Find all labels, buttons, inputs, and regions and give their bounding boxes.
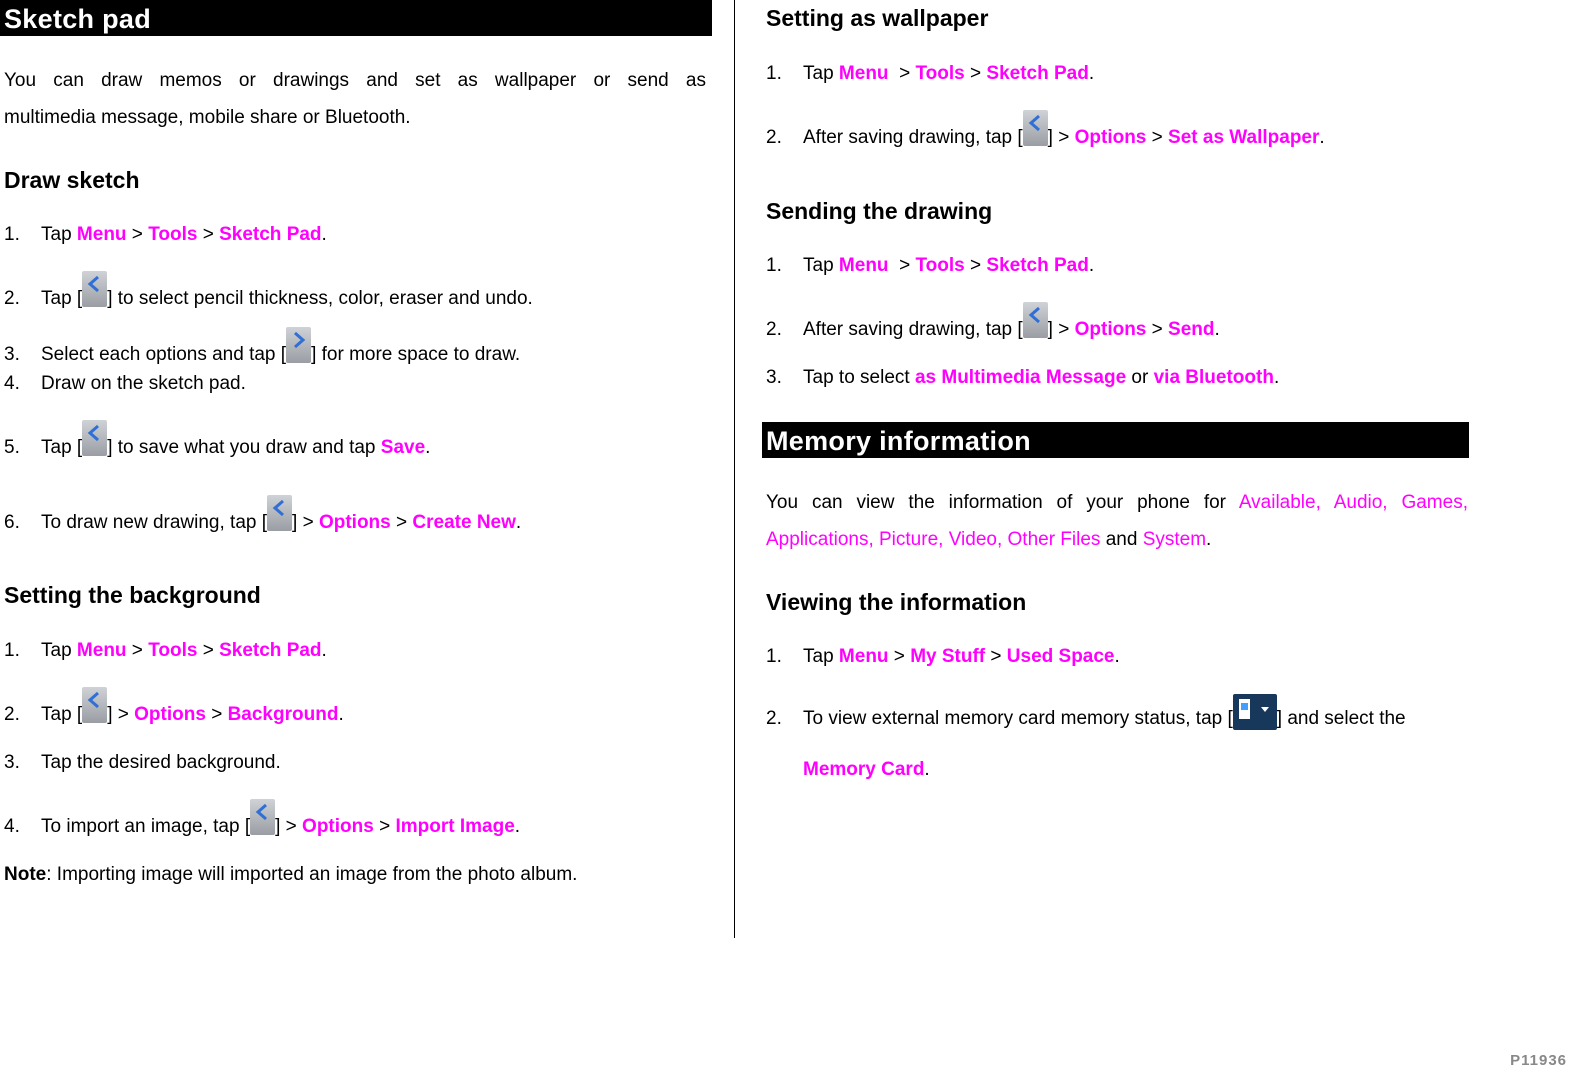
memory-banner-wrap (762, 422, 1469, 458)
left-column (0, 0, 712, 885)
tools-link: Tools (915, 255, 965, 276)
draw-step-6: 6. To draw new drawing, tap [ ] > Options > Create New. (4, 495, 521, 534)
sketch-pad-link: Sketch Pad (986, 63, 1089, 84)
heading-sending-drawing: Sending the drawing (766, 198, 993, 224)
draw-step-5: 5. Tap [ ] to save what you draw and tap Save. (4, 420, 430, 459)
heading-viewing-information: Viewing the information (766, 589, 1027, 615)
forward-arrow-icon (286, 327, 311, 363)
menu-link: Menu (76, 640, 127, 661)
bg-step-2: 2. Tap [ ] > Options > Background. (4, 687, 344, 726)
heading-draw-sketch: Draw sketch (4, 167, 140, 193)
intro-line-2: multimedia message, mobile share or Bluetooth. (4, 107, 411, 128)
draw-step-2: 2. Tap [ ] to select pencil thickness, color, eraser and undo. (4, 271, 533, 310)
memory-intro-line-2: Applications, Picture, Video, Other Files and System. (766, 529, 1212, 550)
wallpaper-step-1: 1. Tap Menu > Tools > Sketch Pad. (766, 63, 1095, 84)
multimedia-message-link: as Multimedia Message (914, 367, 1127, 388)
back-arrow-icon (82, 687, 107, 723)
tools-link: Tools (148, 640, 198, 661)
sketch-pad-link: Sketch Pad (986, 255, 1089, 276)
menu-link: Menu (76, 224, 127, 245)
menu-link: Menu (838, 63, 889, 84)
sketch-pad-link: Sketch Pad (219, 224, 322, 245)
memory-step-1: 1. Tap Menu > My Stuff > Used Space. (766, 646, 1120, 667)
options-link: Options (302, 816, 374, 837)
set-as-wallpaper-link: Set as Wallpaper (1168, 127, 1320, 148)
sending-step-3: 3. Tap to select as Multimedia Message or via Bluetooth. (766, 367, 1280, 388)
intro-line-1: You can draw memos or drawings and set as wallpaper or send as (4, 70, 706, 91)
bg-step-3: 3. Tap the desired background. (4, 752, 281, 773)
bg-step-1: 1. Tap Menu > Tools > Sketch Pad. (4, 640, 327, 661)
draw-step-1: 1. Tap Menu > Tools > Sketch Pad. (4, 224, 327, 245)
tools-link: Tools (148, 224, 198, 245)
sketch-pad-link: Sketch Pad (219, 640, 322, 661)
memory-step-2: 2. To view external memory card memory status, tap [ ] and select the (766, 694, 1406, 730)
back-arrow-icon (1023, 110, 1048, 146)
heading-setting-wallpaper: Setting as wallpaper (766, 5, 989, 31)
save-link: Save (380, 437, 426, 458)
options-link: Options (1074, 127, 1147, 148)
menu-link: Menu (838, 646, 889, 667)
import-image-link: Import Image (395, 816, 515, 837)
memory-intro-line-1: You can view the information of your phone for Available, Audio, Games, (766, 492, 1468, 513)
back-arrow-icon (1023, 302, 1048, 338)
back-arrow-icon (267, 495, 292, 531)
back-arrow-icon (82, 271, 107, 307)
sending-step-2: 2. After saving drawing, tap [ ] > Options > Send. (766, 302, 1220, 341)
tools-link: Tools (915, 63, 965, 84)
options-link: Options (134, 704, 206, 725)
background-link: Background (227, 704, 339, 725)
wallpaper-step-2: 2. After saving drawing, tap [ ] > Options > Set as Wallpaper. (766, 110, 1325, 149)
memory-step-2-continued: Memory Card. (803, 759, 930, 780)
bg-step-4: 4. To import an image, tap [ ] > Options > Import Image. (4, 799, 520, 838)
draw-step-4: 4. Draw on the sketch pad. (4, 373, 246, 394)
send-link: Send (1168, 319, 1215, 340)
menu-link: Menu (838, 255, 889, 276)
my-stuff-link: My Stuff (910, 646, 986, 667)
back-arrow-icon (250, 799, 275, 835)
options-link: Options (1074, 319, 1147, 340)
section-banner-memory-information: Memory information (762, 422, 1469, 458)
draw-step-3: 3. Select each options and tap [ ] for more space to draw. (4, 327, 520, 366)
options-link: Options (318, 512, 391, 533)
heading-setting-background: Setting the background (4, 582, 261, 608)
page-number: P11936 (1510, 1052, 1567, 1069)
column-divider (734, 0, 735, 938)
sending-step-1: 1. Tap Menu > Tools > Sketch Pad. (766, 255, 1095, 276)
memory-card-link: Memory Card (803, 759, 925, 780)
bluetooth-link: via Bluetooth (1153, 367, 1274, 388)
back-arrow-icon (82, 420, 107, 456)
memory-card-icon (1233, 694, 1277, 730)
note: Note: Importing image will imported an image from the photo album. (4, 864, 578, 885)
section-banner-sketch-pad: Sketch pad (0, 0, 712, 36)
create-new-link: Create New (412, 512, 516, 533)
used-space-link: Used Space (1006, 646, 1115, 667)
